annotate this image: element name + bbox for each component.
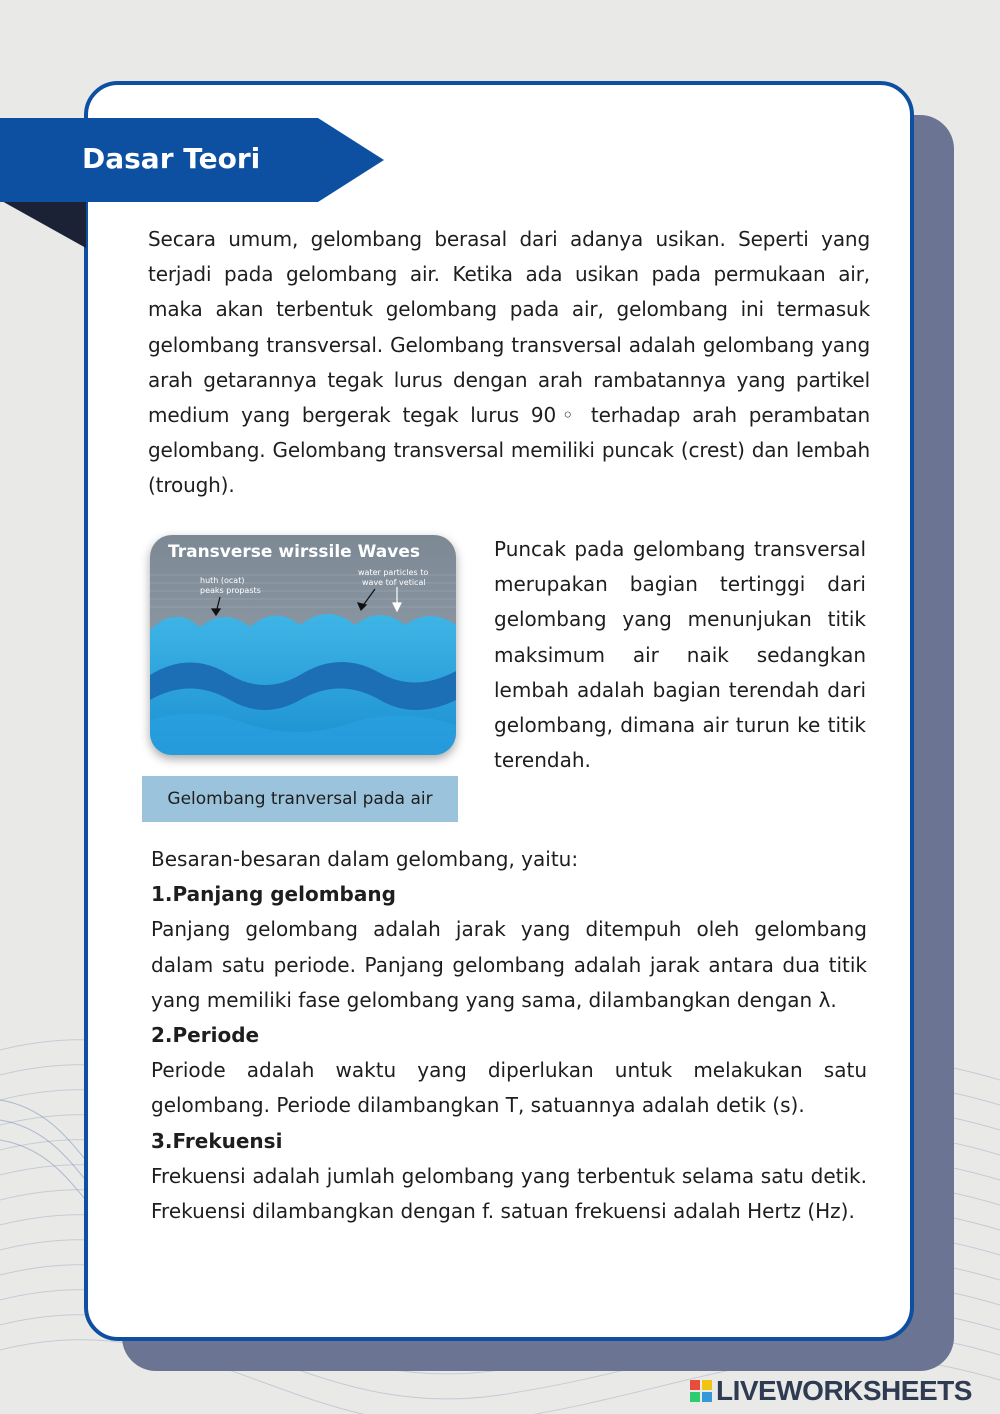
transverse-wave-figure xyxy=(150,535,456,755)
intro-paragraph: Secara umum, gelombang berasal dari adanya usikan. Seperti yang terjadi pada gelombang air. Ketika ada usikan pada permukaan air, maka akan terbentuk gelombang pada air, gelombang ini termasuk gelombang transversal. Gelombang transversal adalah gelombang yang arah getarannya tegak lurus dengan arah rambatannya yang partikel medium yang bergerak tegak lurus 90◦ terhadap arah perambatan gelombang. Gelombang transversal memiliki puncak (crest) dan lembah (trough). xyxy=(148,227,870,498)
figure-label-right-1: water particles to xyxy=(358,568,429,577)
figure-caption: Gelombang tranversal pada air xyxy=(142,776,458,822)
figure-label-right-2: wave tof vetical xyxy=(362,578,426,587)
figure-title: Transverse wirssile Waves xyxy=(168,542,420,562)
quantity-body-frequency: Frekuensi adalah jumlah gelombang yang terbentuk selama satu detik. Frekuensi dilambangkan dengan f. satuan frekuensi adalah Hertz (Hz). xyxy=(151,1163,867,1224)
quantities-intro: Besaran-besaran dalam gelombang, yaitu: xyxy=(151,847,579,871)
figure-label-left-2: peaks propasts xyxy=(200,586,261,595)
footer-brand: LIVEWORKSHEETS xyxy=(716,1375,972,1406)
figure-label-left-1: huth (ocat) xyxy=(200,576,245,585)
footer-logo xyxy=(690,1376,972,1406)
side-paragraph: Puncak pada gelombang transversal merupakan bagian tertinggi dari gelombang yang menunjukan titik maksimum air naik sedangkan lembah adalah bagian terendah dari gelombang, dimana air turun ke titik terendah. xyxy=(494,537,866,773)
quantities-section xyxy=(151,842,867,1229)
banner-fold xyxy=(0,200,86,248)
quantity-body-period: Periode adalah waktu yang diperlukan untuk melakukan satu gelombang. Periode dilambangkan T, satuannya adalah detik (s). xyxy=(151,1058,867,1118)
quantity-heading-frequency: 3.Frekuensi xyxy=(151,1128,283,1153)
quantity-heading-period: 2.Periode xyxy=(151,1023,260,1048)
wave-illustration xyxy=(150,535,456,755)
quantity-heading-wavelength: 1.Panjang gelombang xyxy=(151,882,396,907)
quantity-body-wavelength: Panjang gelombang adalah jarak yang ditempuh oleh gelombang dalam satu periode. Panjang gelombang adalah jarak antara dua titik yang memiliki fase gelombang yang sama, dilambangkan dengan λ. xyxy=(151,917,867,1012)
section-title: Dasar Teori xyxy=(82,142,261,175)
liveworksheets-logo-icon xyxy=(690,1380,712,1402)
